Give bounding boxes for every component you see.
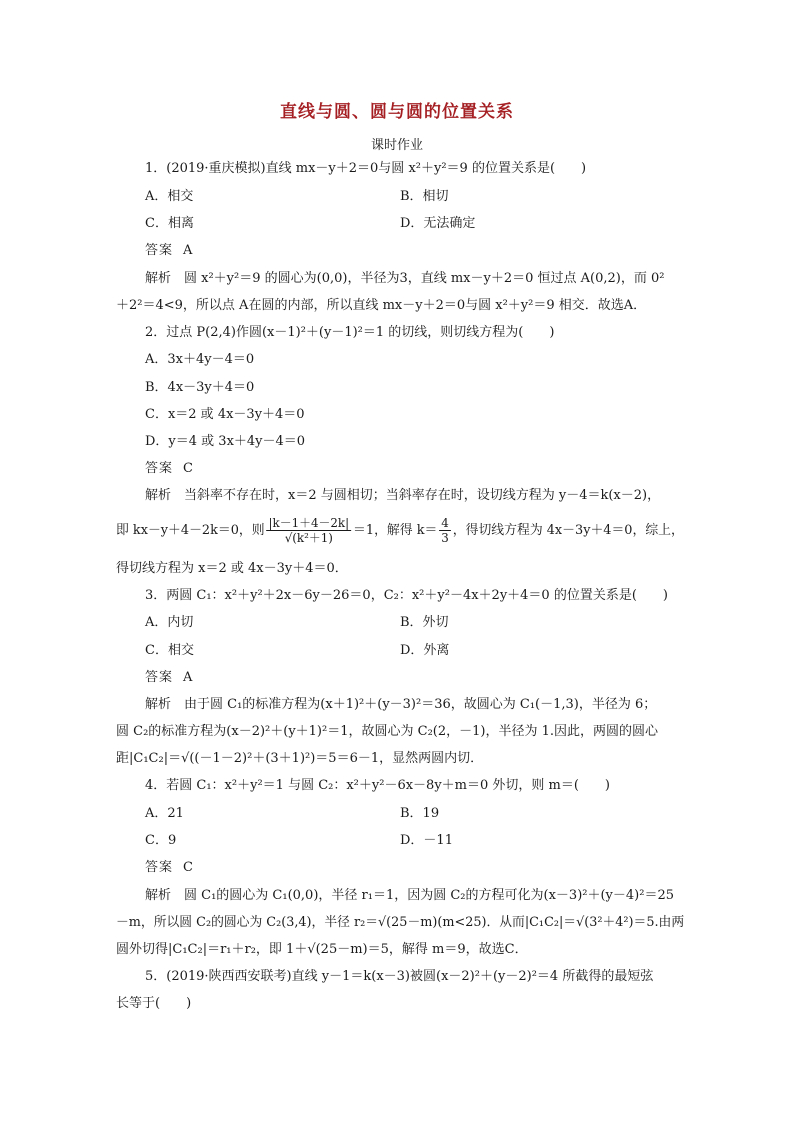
answer-label: 答案 [145, 670, 174, 685]
q4-analysis-line-2: －m，所以圆 C₂的圆心为 C₂(3,4)，半径 r₂＝√(25－m)(m<25)．从而|C₁C₂|＝√(3²＋4²)＝5.由两 [116, 915, 685, 930]
q1-analysis-line-1: 解析 圆 x²＋y²＝9 的圆心为(0,0)，半径为3，直线 mx－y＋2＝0 恒过点 A(0,2)，而 0² [145, 271, 665, 286]
page-title: 直线与圆、圆与圆的位置关系 [280, 102, 514, 122]
answer-label: 答案 [145, 461, 174, 476]
q3-option-b: B．外切 [400, 615, 449, 630]
q4-option-d: D．－11 [400, 833, 453, 848]
q2-stem: 2．过点 P(2,4)作圆(x－1)²＋(y－1)²＝1 的切线，则切线方程为( ) [145, 325, 555, 340]
fraction-numerator: |k－1＋4－2k| [268, 516, 350, 530]
q3-analysis-line-3: 距|C₁C₂|＝√((－1－2)²＋(3＋1)²)＝5＝6－1，显然两圆内切． [116, 751, 484, 766]
q2-option-d: D．y＝4 或 3x＋4y－4＝0 [145, 434, 306, 449]
answer-value: A [183, 670, 193, 685]
q2-analysis-line-2 [116, 516, 684, 545]
q4-option-c: C．9 [145, 833, 177, 848]
q2-option-a: A．3x＋4y－4＝0 [145, 352, 255, 367]
q4-analysis-line-1: 解析 圆 C₁的圆心为 C₁(0,0)，半径 r₁＝1，因为圆 C₂的方程可化为(x－3)²＋(y－4)²＝25 [145, 888, 674, 903]
q3-option-a: A．内切 [145, 615, 194, 630]
q2-analysis-line-3: 得切线方程为 x＝2 或 4x－3y＋4＝0． [116, 561, 348, 576]
fraction-denominator: √(k²＋1) [284, 531, 333, 545]
q3-stem: 3．两圆 C₁：x²＋y²＋2x－6y－26＝0，C₂：x²＋y²－4x＋2y＋4＝0 的位置关系是( ) [145, 588, 668, 603]
q1-answer [145, 243, 192, 259]
q3-option-c: C．相交 [145, 643, 194, 658]
q1-stem: 1．(2019·重庆模拟)直线 mx－y＋2＝0与圆 x²＋y²＝9 的位置关系是( ) [145, 161, 587, 176]
q4-option-a: A．21 [145, 806, 184, 821]
answer-value: A [183, 243, 193, 258]
q2-option-b: B．4x－3y＋4＝0 [145, 380, 255, 395]
answer-value: C [183, 461, 193, 476]
q2-analysis-line-1: 解析 当斜率不存在时，x＝2 与圆相切；当斜率存在时，设切线方程为 y－4＝k(x－2)， [145, 488, 661, 503]
q2-option-c: C．x＝2 或 4x－3y＋4＝0 [145, 407, 305, 422]
q3-analysis-line-2: 圆 C₂的标准方程为(x－2)²＋(y＋1)²＝1，故圆心为 C₂(2，－1)，半径为 1.因此，两圆的圆心 [116, 724, 659, 739]
answer-label: 答案 [145, 860, 174, 875]
q1-option-c: C．相离 [145, 216, 194, 231]
q2-analysis-text-c: ，得切线方程为 4x－3y＋4＝0，综上， [452, 523, 684, 538]
q2-analysis-text-a: 即 kx－y＋4－2k＝0，则 [116, 523, 265, 538]
answer-label: 答案 [145, 243, 174, 258]
q4-stem: 4．若圆 C₁：x²＋y²＝1 与圆 C₂：x²＋y²－6x－8y＋m＝0 外切，则 m＝( ) [145, 778, 611, 793]
q1-option-a: A．相交 [145, 189, 194, 204]
fraction-numerator: 4 [441, 516, 449, 530]
q1-option-d: D．无法确定 [400, 216, 476, 231]
answer-value: C [183, 860, 193, 875]
q4-option-b: B．19 [400, 806, 440, 821]
fraction-distance [267, 516, 352, 545]
q3-option-d: D．外离 [400, 643, 450, 658]
q3-analysis-line-1: 解析 由于圆 C₁的标准方程为(x＋1)²＋(y－3)²＝36，故圆心为 C₁(－1,3)，半径为 6； [145, 697, 657, 712]
q5-stem-line-1: 5．(2019·陕西西安联考)直线 y－1＝k(x－3)被圆(x－2)²＋(y－2)²＝4 所截得的最短弦 [145, 969, 654, 984]
fraction-denominator: 3 [441, 531, 449, 545]
page-subtitle: 课时作业 [370, 138, 423, 153]
q5-stem-line-2: 长等于( ) [116, 996, 192, 1011]
fraction-slope [439, 516, 451, 545]
q2-answer [145, 461, 193, 477]
q2-analysis-text-b: ＝1，解得 k＝ [353, 523, 438, 538]
q3-answer [145, 670, 192, 686]
q1-option-b: B．相切 [400, 189, 449, 204]
q4-analysis-line-3: 圆外切得|C₁C₂|＝r₁＋r₂，即 1＋√(25－m)＝5，解得 m＝9，故选C． [116, 942, 528, 957]
q4-answer [145, 860, 193, 876]
q1-analysis-line-2: ＋2²＝4<9，所以点 A在圆的内部，所以直线 mx－y＋2＝0与圆 x²＋y²＝9 相交．故选A． [116, 298, 647, 313]
